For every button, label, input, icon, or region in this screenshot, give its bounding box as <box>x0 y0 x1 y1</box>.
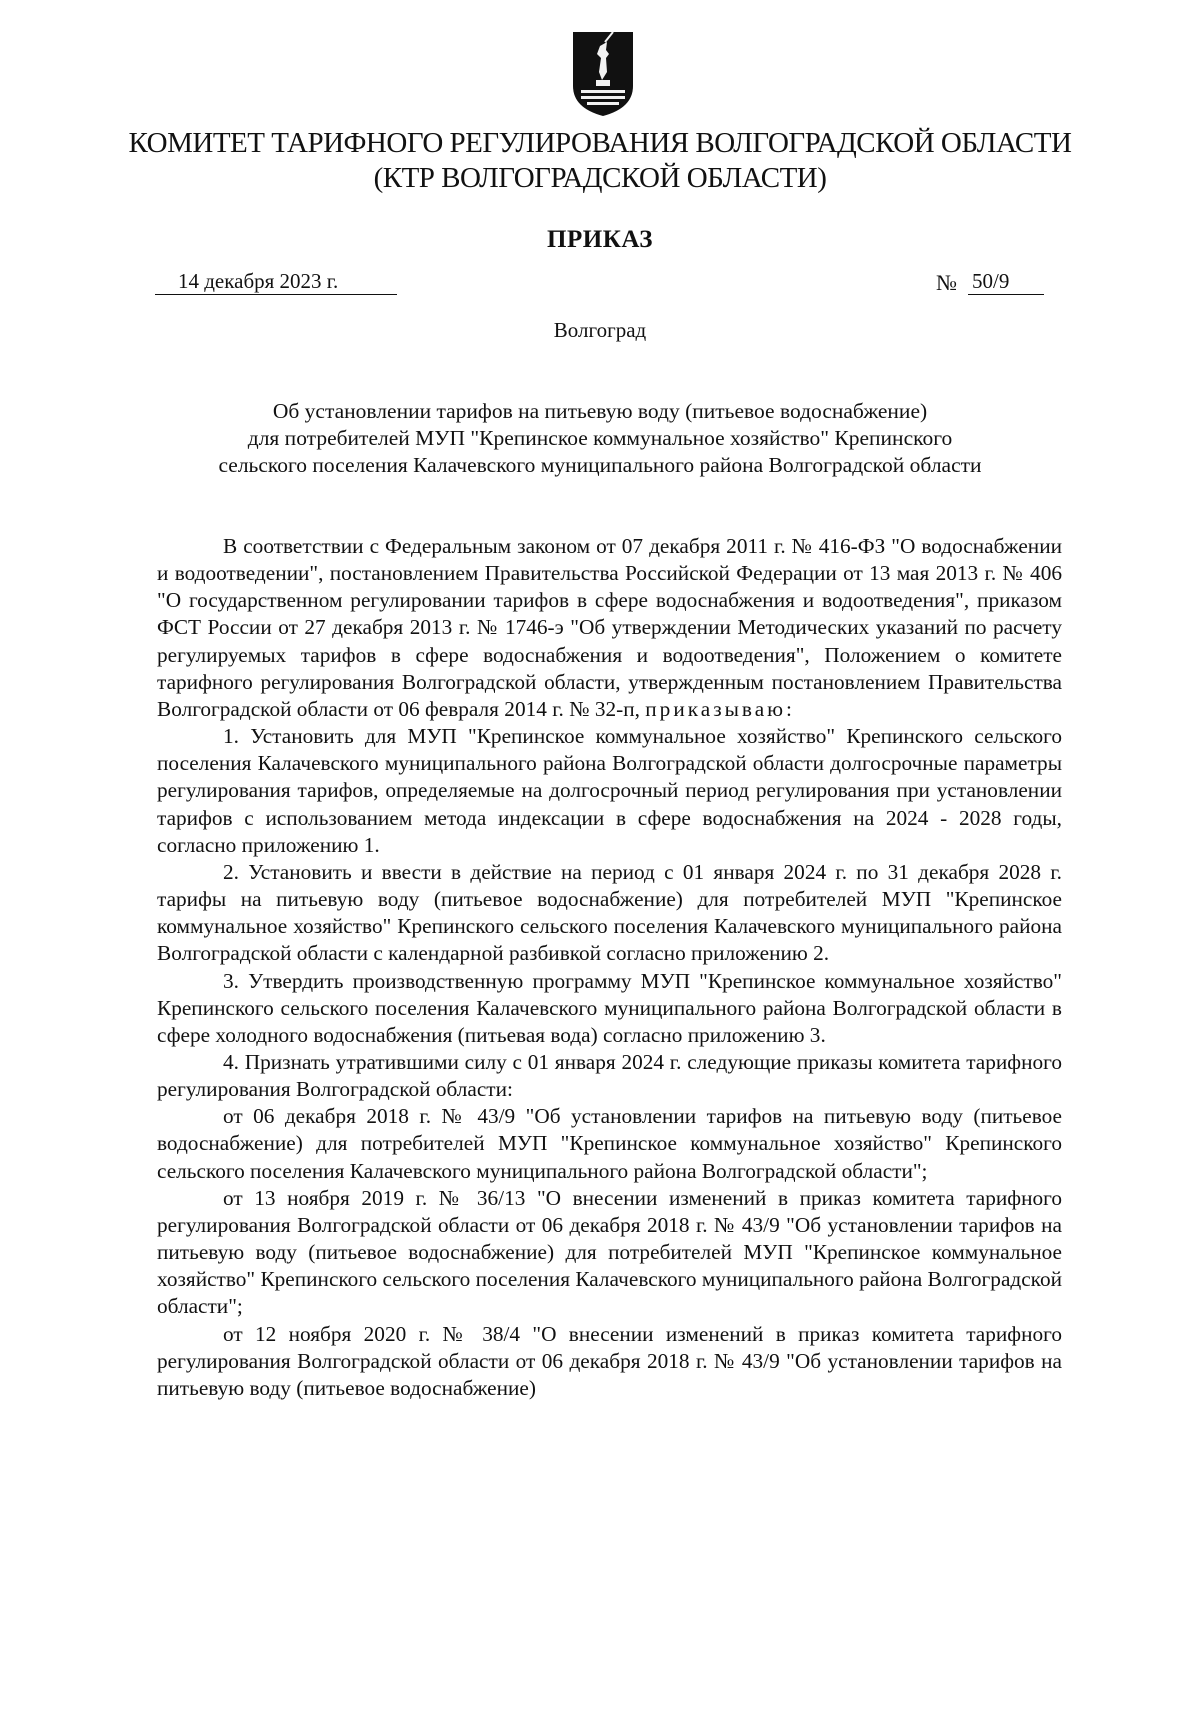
order-word: приказываю: <box>645 696 795 721</box>
document-title <box>150 398 1050 479</box>
order-item: 2. Установить и ввести в действие на период с 01 января 2024 г. по 31 декабря 2028 г. тарифы на питьевую воду (питьевое водоснабжение) для потребителей МУП "Крепинское коммунальное хозяйство" Крепинского сельского поселения Калачевского муниципального района Волгоградской области с календарной разбивкой согласно приложению 2. <box>157 859 1062 966</box>
coat-of-arms-icon <box>569 28 637 118</box>
title-line: сельского поселения Калачевского муниципального района Волгоградской области <box>218 453 982 477</box>
title-line: для потребителей МУП "Крепинское коммунальное хозяйство" Крепинского <box>247 426 953 450</box>
order-item: 4. Признать утратившими силу с 01 января 2024 г. следующие приказы комитета тарифного регулирования Волгоградской области: <box>157 1049 1062 1102</box>
title-line: Об установлении тарифов на питьевую воду (питьевое водоснабжение) <box>272 399 928 423</box>
document-city: Волгоград <box>553 318 647 342</box>
document-type: ПРИКАЗ <box>547 226 653 253</box>
repealed-order: от 13 ноября 2019 г. № 36/13 "О внесении изменений в приказ комитета тарифного регулирования Волгоградской области от 06 декабря 2018 г. № 43/9 "Об установлении тарифов на питьевую воду (питьевое водоснабжение) для потребителей МУП "Крепинское коммунальное хозяйство" Крепинского сельского поселения Калачевского муниципального района Волгоградской области"; <box>157 1185 1062 1319</box>
document-body <box>157 533 1062 1402</box>
repealed-order: от 12 ноября 2020 г. № 38/4 "О внесении изменений в приказ комитета тарифного регулирования Волгоградской области от 06 декабря 2018 г. № 43/9 "Об установлении тарифов на питьевую воду (питьевое водоснабжение) <box>157 1321 1062 1400</box>
organization-short-name: (КТР ВОЛГОГРАДСКОЙ ОБЛАСТИ) <box>373 162 827 194</box>
order-item: 1. Установить для МУП "Крепинское коммунальное хозяйство" Крепинского сельского поселения Калачевского муниципального района Волгоградской области долгосрочные параметры регулирования тарифов, определяемые на долгосрочный период регулирования при установлении тарифов с использованием метода индексации в сфере водоснабжения на 2024 - 2028 годы, согласно приложению 1. <box>157 724 1062 857</box>
preamble-text: В соответствии с Федеральным законом от 07 декабря 2011 г. № 416-ФЗ "О водоснабжении и водоотведении", постановлением Правительства Российской Федерации от 13 мая 2013 г. № 406 "О государственном регулировании тарифов в сфере водоснабжения и водоотведения", приказом ФСТ России от 27 декабря 2013 г. № 1746-э "Об утверждении Методических указаний по расчету регулируемых тарифов в сфере водоснабжения и водоотведения", Положением о комитете тарифного регулирования Волгоградской области, утвержденным постановлением Правительства Волгоградской области от 06 февраля 2014 г. № 32-п, <box>157 534 1062 721</box>
document-date: 14 декабря 2023 г. <box>155 268 397 295</box>
number-label: № <box>936 270 957 295</box>
order-item: 3. Утвердить производственную программу МУП "Крепинское коммунальное хозяйство" Крепинского сельского поселения Калачевского муниципального района Волгоградской области в сфере холодного водоснабжения (питьевая вода) согласно приложению 3. <box>157 968 1062 1047</box>
repealed-order: от 06 декабря 2018 г. № 43/9 "Об установлении тарифов на питьевую воду (питьевое водоснабжение) для потребителей МУП "Крепинское коммунальное хозяйство" Крепинского сельского поселения Калачевского муниципального района Волгоградской области"; <box>157 1104 1062 1183</box>
organization-name: КОМИТЕТ ТАРИФНОГО РЕГУЛИРОВАНИЯ ВОЛГОГРАДСКОЙ ОБЛАСТИ <box>128 127 1072 159</box>
preamble-paragraph <box>157 533 1062 723</box>
document-number: 50/9 <box>968 268 1044 295</box>
